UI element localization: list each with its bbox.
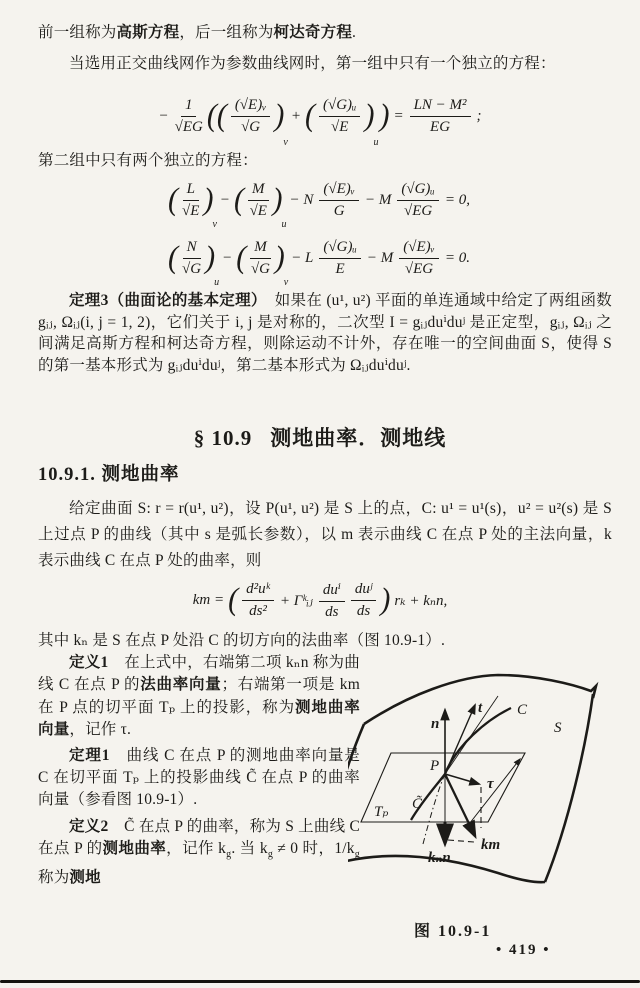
formula-km-decomposition: km = ( $\frac{\text{d²uᵏ}}{\text{ds²}}$ + Γᵏᵢⱼ $\frac{\text{duⁱ}}{ds}$ $\frac{\text{duʲ}}{ds}$ ) rₖ + kₙn, [192,580,448,620]
figure-geodesic-curvature-diagram [348,650,626,918]
label-km: km [481,837,501,853]
surface-outline-left [348,724,364,808]
surface-outline-right [545,694,593,882]
paragraph-normal-curvature-note: 其中 kₙ 是 S 在点 P 处沿 C 的切方向的法曲率（图 10.9-1）. [38,632,446,649]
subsection-heading: 10.9.1. 测地曲率 [38,465,180,485]
paragraph-theorem-3: 定理3（曲面论的基本定理） 如果在 (u¹, u²) 平面的单连通域中给定了两组函数 gᵢⱼ, Ωᵢⱼ(i, j = 1, 2)，它们关于 i, j 是对称的，二次型 I = gᵢⱼduⁱduʲ 是正定型，gᵢⱼ, Ωᵢⱼ 之间满足高斯方程和柯达奇方程，则除运动不计外，存在唯一的空间曲面 S，使得 S 的第一基本形式为 gᵢⱼduⁱduʲ，第二基本形式为 Ωᵢⱼduⁱduʲ. [38,292,612,374]
projected-curve-C-tilde [423,774,445,844]
left-text-column [38,652,360,889]
figure-caption: 图 10.9-1 [414,923,492,940]
paragraph-gauss-codazzi-naming: 前一组称为高斯方程，后一组称为柯达奇方程. [38,24,357,41]
formula-codazzi-equation-2: ( $\frac{N}{√G}$ ) u − ( $\frac{M}{√G}$ ) v − L $\frac{\text{(√G)ᵤ}}{E}$ − M $\frac{\text{(√E)ᵥ}}{√EG}$ = 0. [168,238,470,288]
dashed-horizontal-to-km [448,840,474,842]
section-title: 测地曲率．测地线 [270,426,447,450]
label-C: C [517,702,528,718]
label-S: S [554,720,562,736]
curvature-vector-km [445,774,475,836]
section-number: § 10.9 [193,426,253,450]
paragraph-second-group: 第二组中只有两个独立的方程： [38,152,258,169]
page-number: • 419 • [496,942,551,958]
label-C-tilde: C̃ [412,796,423,812]
formula-gauss-equation: − $\frac{1}{√EG}$ (( $\frac{\text{(√E)ᵥ}}{√G}$ ) v + ( $\frac{\text{(√G)ᵤ}}{√E}$ ) u ) = $\frac{\text{LN − M²}}{EG}$ ; [158,96,482,148]
paragraph-definition-1: 定义1 在上式中，右端第二项 kₙn 称为曲线 C 在点 P 的法曲率向量；右端第一项是 km 在 P 点的切平面 Tₚ 上的投影，称为测地曲率向量，记作 τ. [38,654,360,739]
label-n: n [431,716,440,732]
section-heading [35,422,605,452]
curve-C [411,708,511,820]
label-P: P [430,758,440,774]
paragraph-given-surface: 给定曲面 S: r = r(u¹, u²)，设 P(u¹, u²) 是 S 上的点，C: u¹ = u¹(s)，u² = u²(s) 是 S 上过点 P 的曲线（其中 s 是弧长参数），以 m 表示曲线 C 在点 P 处的主法向量，k 表示曲线 C 在点 P 处的曲率，则 [38,500,612,569]
paragraph-definition-2: 定义2 C̃ 在点 P 的曲率，称为 S 上曲线 C 在点 P 的测地曲率，记作 $k_g$. 当 $k_g \ne 0$ 时，$1/k_g$ 称为测地 [38,817,360,886]
plane-diagonal-arrow [466,759,520,828]
label-TP: Tₚ [374,804,389,820]
paragraph-orthogonal-net: 当选用正交曲线网作为参数曲线网时，第一组中只有一个独立的方程： [69,55,556,72]
label-knn: kₙn [428,850,451,866]
label-tau: τ [487,776,494,792]
paragraph-theorem-1: 定理1 曲线 C 在点 P 的测地曲率向量是 C 在切平面 Tₚ 上的投影曲线 C̃ 在点 P 的曲率向量（参看图 10.9-1）. [38,746,360,809]
scan-edge-artifact [0,980,640,983]
label-t: t [478,700,483,716]
formula-codazzi-equation-1: ( $\frac{L}{√E}$ ) v − ( $\frac{M}{√E}$ ) u − N $\frac{\text{(√E)ᵥ}}{G}$ − M $\frac{\text{(√G)ᵤ}}{√EG}$ = 0, [168,180,470,230]
